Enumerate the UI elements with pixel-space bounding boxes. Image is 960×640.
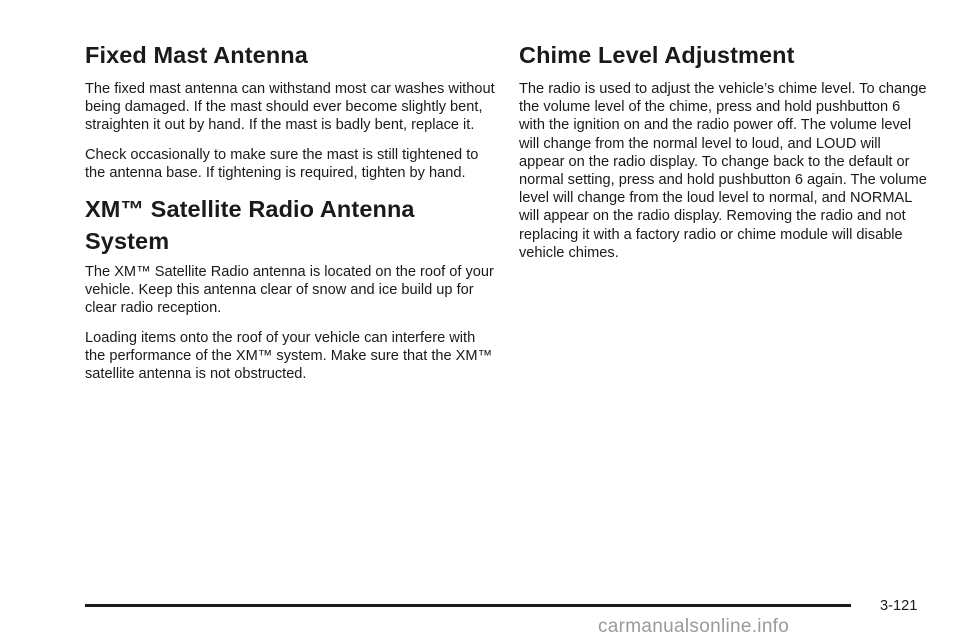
heading-xm-antenna: XM™ Satellite Radio Antenna System	[85, 196, 415, 255]
heading-chime-level: Chime Level Adjustment	[519, 42, 795, 68]
left-column	[85, 40, 495, 394]
paragraph-roof-loading: Loading items onto the roof of your vehicle can interfere with the performance of the XM™ system. Make sure that the XM™ satellite antenna is not obstructed.	[85, 329, 493, 383]
section-xm-antenna	[85, 193, 495, 383]
paragraph-antenna-location: The XM™ Satellite Radio antenna is located on the roof of your vehicle. Keep this antenna clear of snow and ice build up for clear radio reception.	[85, 264, 494, 317]
page-number: 3-121	[880, 598, 918, 614]
heading-fixed-mast-antenna: Fixed Mast Antenna	[85, 42, 308, 68]
paragraph-check-tightened: Check occasionally to make sure the mast is still tightened to the antenna base. If tightening is required, tighten by hand.	[85, 146, 479, 181]
watermark-text: carmanualsonline.info	[598, 616, 790, 637]
paragraph-car-washes: The fixed mast antenna can withstand most car washes without being damaged. If the mast should ever become slightly bent, straighten it out by hand. If the mast is badly bent, replace it.	[85, 81, 495, 134]
section-fixed-mast-antenna	[85, 40, 495, 182]
footer-rule	[85, 604, 851, 607]
right-column	[519, 40, 929, 273]
section-chime-level	[519, 40, 929, 262]
paragraph-chime-instructions: The radio is used to adjust the vehicle’s chime level. To change the volume level of the chime, press and hold pushbutton 6 with the ignition on and the radio power off. The volume level will change from the normal level to loud, and LOUD will appear on the radio display. To change back to the default or normal setting, press and hold pushbutton 6 again. The volume level will change from the loud level to normal, and NORMAL will appear on the radio display. Removing the radio and not replacing it with a factory radio or chime module will disable vehicle chimes.	[519, 81, 927, 261]
